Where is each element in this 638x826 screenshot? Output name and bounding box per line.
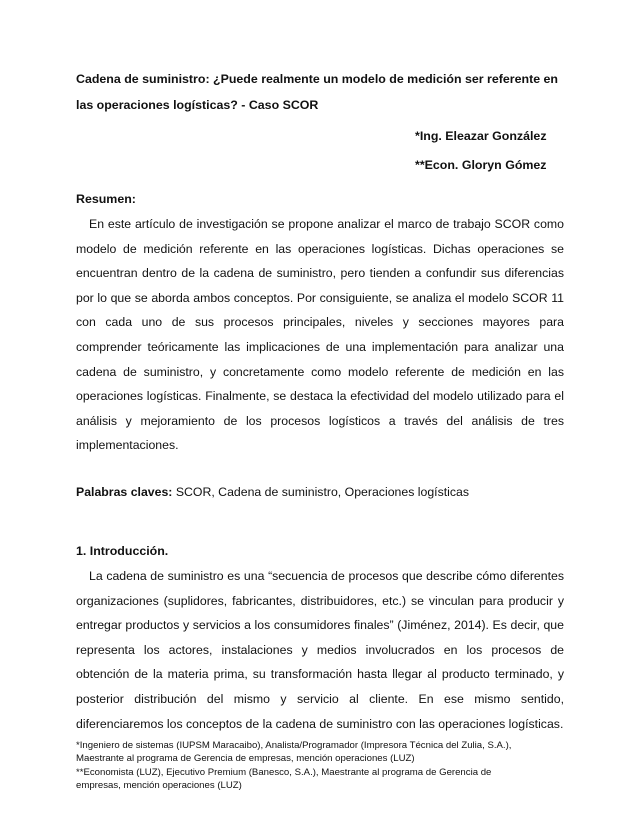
footnote-line: Maestrante al programa de Gerencia de empresas, mención operaciones (LUZ) [76,753,415,765]
paper-title: Cadena de suministro: ¿Puede realmente un modelo de medición ser referente en las operaciones logísticas? - Caso SCOR [76,72,558,112]
abstract-text: En este artículo de investigación se propone analizar el marco de trabajo SCOR como modelo de medición referente en las operaciones logísticas. Dichas operaciones se encuentran dentro de la cadena de suministro, pero tienden a confundir sus diferencias por lo que se aborda ambos conceptos. Por consiguiente, se analiza el modelo SCOR 11 con cada uno de sus procesos principales, niveles y secciones mayores para comprender teóricamente las implicaciones de una implementación para analizar una cadena de suministro, y concretamente como modelo referente de medición en las operaciones logísticas. Finalmente, se destaca la efectividad del modelo utilizado para el análisis y mejoramiento de los procesos logísticos a través del análisis de tres implementaciones. [76,217,564,453]
footnotes [76,739,576,793]
author-1: *Ing. Eleazar González [415,129,547,143]
author-list [76,122,564,180]
keywords-text: SCOR, Cadena de suministro, Operaciones logísticas [172,484,470,499]
author-2: **Econ. Gloryn Gómez [415,158,547,172]
abstract-heading: Resumen: [76,192,136,206]
introduction-text: La cadena de suministro es una “secuencia de procesos que describe cómo diferentes organizaciones (suplidores, fabricantes, distribuidores, etc.) se vinculan para producir y entregar productos y servicios a los consumidores finales” (Jiménez, 2014). Es decir, que representa los actores, instalaciones y medios involucrados en los procesos de obtención de la materia prima, su transformación hasta llegar al producto terminado, y posterior distribución del mismo y servicio al cliente. En ese mismo sentido, diferenciaremos los conceptos de la cadena de suministro con las operaciones logísticas. [76,568,564,731]
keywords-label: Palabras claves: [76,484,173,499]
keywords-line [76,480,564,504]
document-body [76,66,564,736]
footnote-line: empresas, mención operaciones (LUZ) [76,780,242,792]
introduction-heading: 1. Introducción. [76,543,169,558]
footnote-line: *Ingeniero de sistemas (IUPSM Maracaibo), Analista/Programador (Impresora Técnica del Zulia, S.A.), [76,740,512,751]
footnote-line: **Economista (LUZ), Ejecutivo Premium (Banesco, S.A.), Maestrante al programa de Gerencia de [76,766,492,778]
